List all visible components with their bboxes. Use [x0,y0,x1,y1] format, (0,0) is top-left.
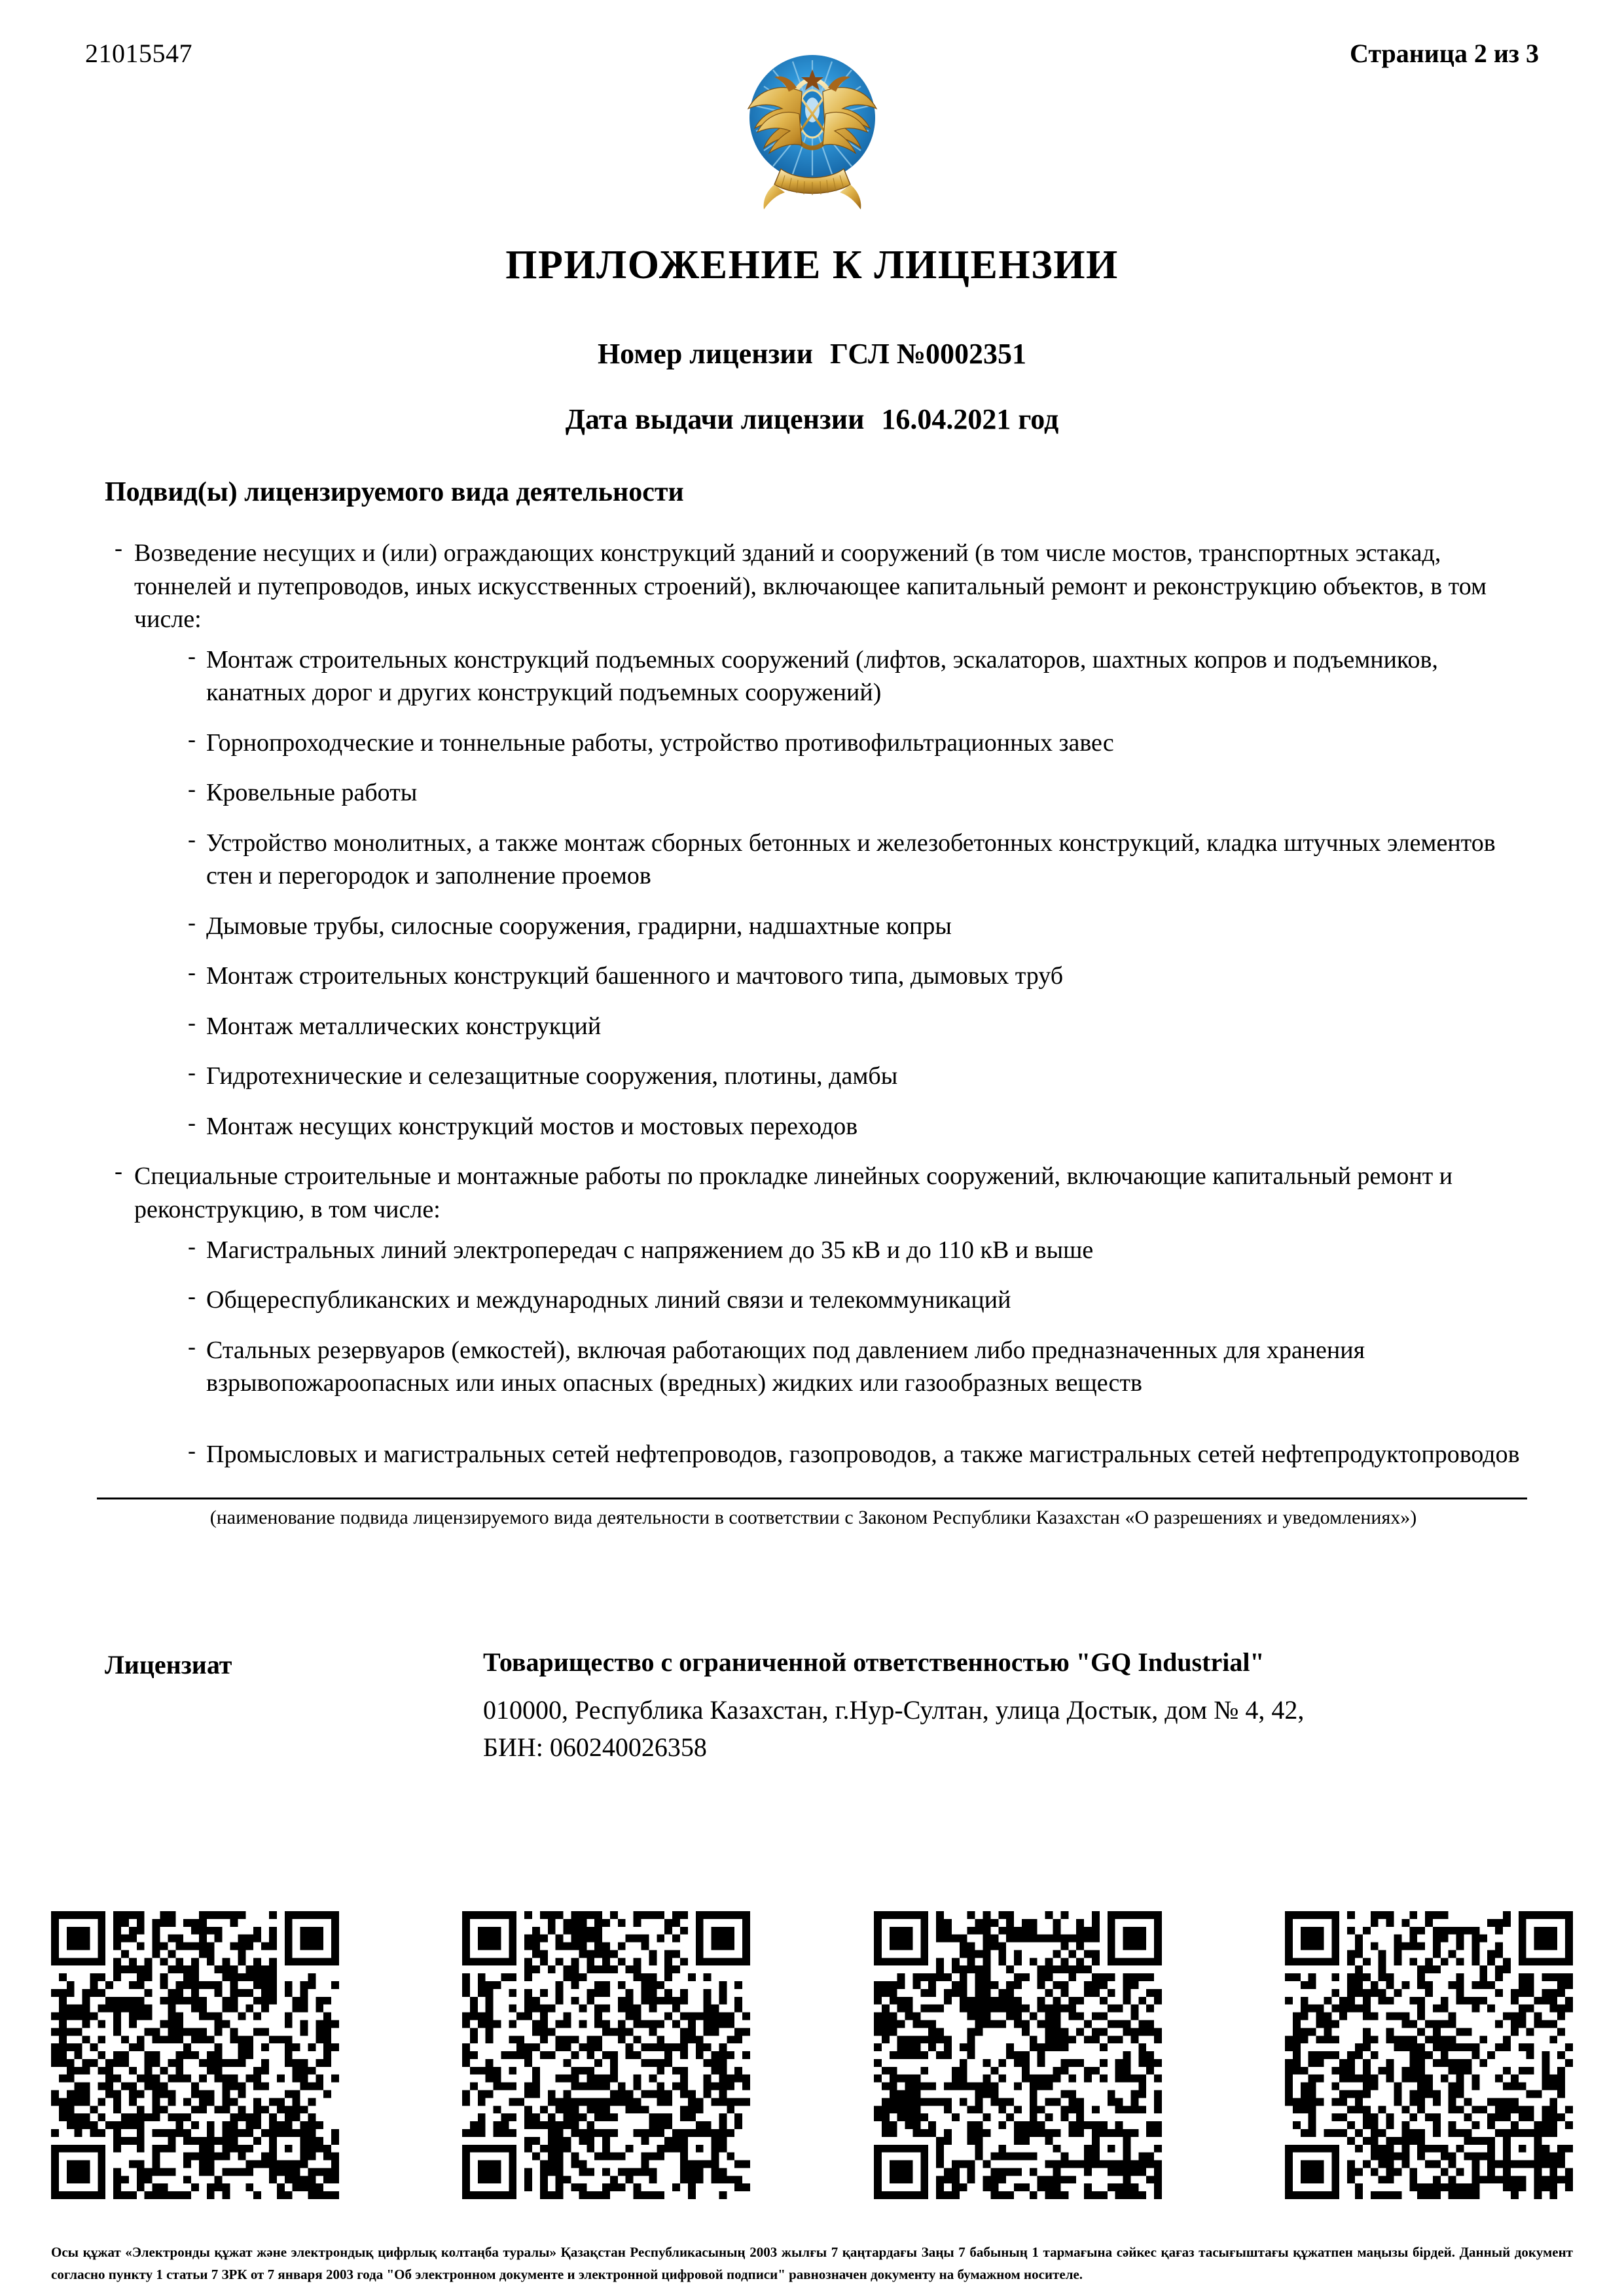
activity-subitem: - Монтаж строительных конструкций подъемных сооружений (лифтов, эскалаторов, шахтных копров и подъемников, канатных дорог и других конструкций подъемных сооружений) [188,643,1535,709]
qr-code-row [51,1911,1573,2199]
page-title: ПРИЛОЖЕНИЕ К ЛИЦЕНЗИИ [505,243,1119,287]
activity-subitem-list [134,643,1535,1143]
activity-subitem: - Устройство монолитных, а также монтаж сборных бетонных и железобетонных конструкций, кладка штучных элементов стен и перегородок и заполнение проемов [188,827,1535,893]
page-indicator: Страница 2 из 3 [1349,39,1539,68]
licensee-details [483,1644,1530,1766]
qr-code-1 [51,1911,339,2199]
page-footer-note: Осы құжат «Электронды құжат және электрондық цифрлық колтаңба туралы» Қазақстан Республикасының 2003 жылғы 7 қаңтардағы Заңы 7 бабының 1 тармағына сәйкес қағаз тасығыштағы құжатпен маңызы бірдей. Данный документ согласно пункту 1 статьи 7 ЗРК от 7 января 2003 года "Об электронном документе и электронной цифровой подписи" равнозначен документу на бумажном носителе. [51,2244,1573,2282]
activity-group-text: - Возведение несущих и (или) ограждающих конструкций зданий и сооружений (в том числе мостов, транспортных эстакад, тоннелей и путепроводов, иных искусственных строений), включающее капитальный ремонт и реконструкцию объектов, в том числе: [134,537,1535,636]
section-caption: (наименование подвида лицензируемого вида деятельности в соответствии с Законом Республики Казахстан «О разрешениях и уведомлениях») [209,1507,1417,1528]
activity-subitem: - Общереспубликанских и международных линий связи и телекоммуникаций [188,1283,1535,1317]
activity-subitem: - Монтаж строительных конструкций башенного и мачтового типа, дымовых труб [188,960,1535,993]
qr-code-4 [1285,1911,1573,2199]
activity-subitem-list [134,1234,1535,1471]
activity-subitem: - Промысловых и магистральных сетей нефтепроводов, газопроводов, а также магистральных сетей нефтепродуктопроводов [188,1438,1535,1471]
license-number-value: ГСЛ №0002351 [829,338,1027,370]
licensee-name: Товарищество с ограниченной ответственностью "GQ Industrial" [483,1647,1265,1677]
qr-code-2 [462,1911,750,2199]
activity-group-list [115,537,1535,1471]
activity-subitem: - Дымовые трубы, силосные сооружения, градирни, надшахтные копры [188,910,1535,943]
document-number: 21015547 [85,39,192,68]
activity-subitem: - Магистральных линий электропередач с напряжением до 35 кВ и до 110 кВ и выше [188,1234,1535,1267]
activity-subitem: - Стальных резервуаров (емкостей), включая работающих под давлением либо предназначенных для хранения взрывопожароопасных или иных опасных (вредных) жидких или газообразных веществ [188,1334,1535,1400]
activity-group-text: - Специальные строительные и монтажные работы по прокладке линейных сооружений, включающие капитальный ремонт и реконструкцию, в том числе: [134,1160,1535,1226]
licensee-address: 010000, Республика Казахстан, г.Нур-Султан, улица Достык, дом № 4, 42, [483,1695,1305,1725]
section-heading: Подвид(ы) лицензируемого вида деятельности [105,477,684,507]
license-number-line [0,337,1624,370]
activities-list [115,537,1535,1488]
license-date-line [0,403,1624,436]
activity-subitem: - Горнопроходческие и тоннельные работы, устройство противофильтрационных завес [188,726,1535,760]
qr-code-3 [874,1911,1162,2199]
activity-group [115,1160,1535,1471]
activity-subitem: - Кровельные работы [188,776,1535,810]
license-number-label: Номер лицензии [597,338,813,370]
kazakhstan-coat-of-arms-icon [734,41,891,217]
license-date-value: 16.04.2021 год [881,403,1059,435]
activity-subitem: - Монтаж несущих конструкций мостов и мостовых переходов [188,1110,1535,1143]
license-date-label: Дата выдачи лицензии [565,403,865,435]
licensee-bin: БИН: 060240026358 [483,1732,707,1762]
section-divider [97,1498,1527,1499]
activity-subitem: - Монтаж металлических конструкций [188,1010,1535,1043]
licensee-label: Лицензиат [105,1650,232,1679]
activity-subitem: - Гидротехнические и селезащитные сооружения, плотины, дамбы [188,1060,1535,1093]
activity-group [115,537,1535,1143]
